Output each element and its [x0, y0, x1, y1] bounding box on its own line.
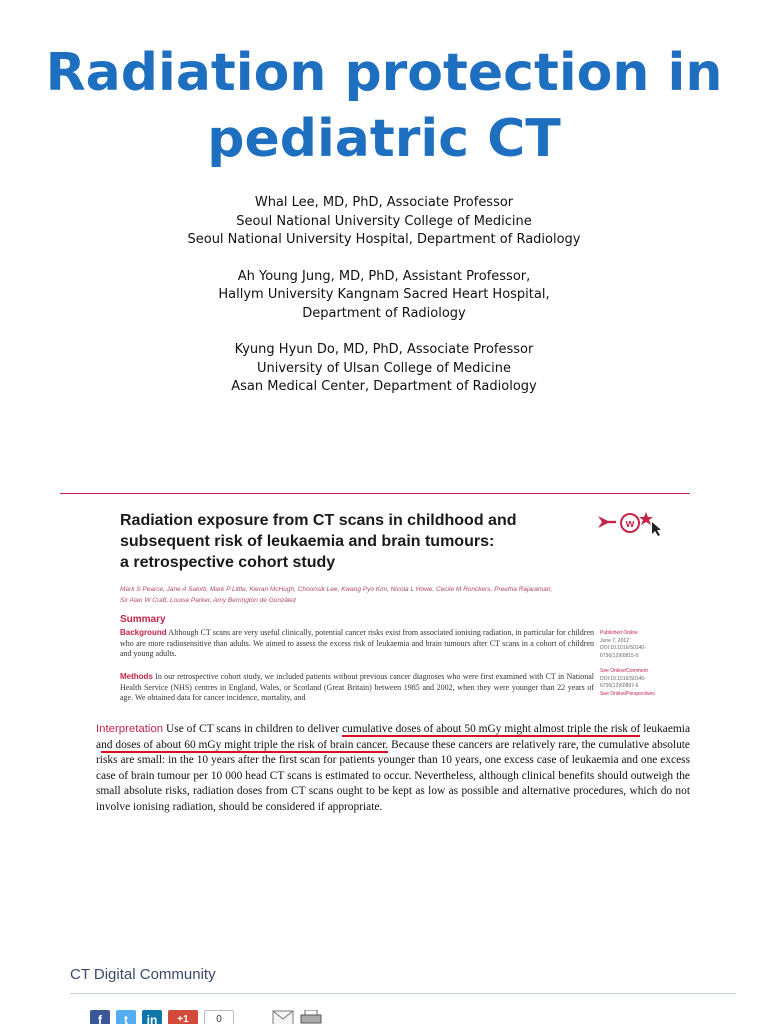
author-affiliation: Hallym University Kangnam Sacred Heart Hospital,	[218, 287, 550, 302]
slide-title-line-2: pediatric CT	[207, 109, 561, 169]
article-title	[120, 510, 550, 573]
author-affiliation: Department of Radiology	[302, 305, 466, 321]
print-icon[interactable]	[300, 1010, 322, 1024]
highlighted-finding-leukaemia: cumulative doses of about 50 mGy might almost triple the risk of	[342, 723, 641, 735]
author-affiliation: Seoul National University Hospital, Department of Radiology	[187, 232, 581, 247]
interpretation-text: Use of CT scans in children to deliver	[166, 723, 343, 735]
google-plus-button[interactable]: +1	[168, 1010, 198, 1024]
article-authors-line: Mark S Pearce, Jane A Salotti, Mark P Little, Kieran McHugh, Choonsik Lee, Kwang Pyo Kim, Nicola L Howe, Cecile M Ronckers, Preetha Rajaraman,	[120, 586, 553, 593]
journal-logo-icon	[596, 508, 666, 536]
author-name: Ah Young Jung, MD, PhD, Assistant Professor,	[237, 268, 531, 284]
author-block-do	[0, 341, 768, 397]
interpretation-text: Because these cancers are relatively rare, the cumulative absolute risks are small: in the 10 years after the first scan for patients younger than 10 years, one excess case of leukaemia and one excess case of brain tumour per 10 000 head CT scans is estimated to occur. Nevertheless, although clinical benefits should outweigh the small absolute risks, radiation doses from CT scans ought to be kept as low as possible and alternative procedures, which do not involve ionising radiation, should be considered if appropriate.	[96, 738, 690, 813]
email-icon[interactable]	[272, 1010, 294, 1024]
publication-note-heading: Published Online	[600, 630, 638, 636]
slide-title	[0, 40, 768, 172]
publication-doi: 6736(12)60815-0	[600, 652, 639, 659]
article-title-line: subsequent risk of leukaemia and brain tumours:	[120, 533, 495, 550]
highlighted-finding-brain-cancer: nd doses of about 60 mGy might triple the risk of brain cancer.	[101, 738, 389, 751]
perspectives-link: See Online/Perspectives	[600, 690, 655, 697]
methods-label: Methods	[120, 672, 153, 681]
publication-date: June 7, 2012	[600, 637, 629, 644]
author-block-lee	[0, 194, 768, 250]
interpretation-label: Interpretation	[96, 723, 164, 735]
author-affiliation: University of Ulsan College of Medicine	[257, 360, 511, 376]
svg-text:w: w	[625, 518, 635, 530]
footer-divider	[70, 993, 736, 994]
author-affiliation: Seoul National University College of Medicine	[236, 213, 532, 229]
summary-heading: Summary	[120, 614, 166, 625]
methods-text: In our retrospective cohort study, we included patients without previous cancer diagnoses who were first examined with CT in National Health Service (NHS) centres in England, Wales, or Scotland (Great Britain) between 1985 and 2002, when they were younger than 22 years of age. We obtained data for cancer incidence, mortality, and	[120, 672, 595, 702]
background-text: Although CT scans are very useful clinically, potential cancer risks exist from associated ionising radiation, in particular for children who are more radiosensitive than adults. We aimed to assess the excess risk of leukaemia and brain tumours after CT scans in a cohort of children and young adults.	[120, 628, 594, 658]
article-authors-line: Sir Alan W Craft, Louise Parker, Amy Berrington de González	[120, 597, 297, 604]
publication-doi: DOI:10.1016/S0140-	[600, 645, 646, 651]
comment-note	[600, 668, 700, 698]
facebook-share-button[interactable]: f	[90, 1010, 110, 1024]
social-share-bar	[90, 1010, 234, 1024]
article-title-line: a retrospective cohort study	[120, 554, 336, 571]
interpretation-text: leukaemia a	[96, 723, 690, 751]
comment-doi: DOI:10.1016/S0140-	[600, 675, 646, 682]
methods-section	[120, 672, 594, 704]
author-name: Whal Lee, MD, PhD, Associate Professor	[254, 195, 514, 210]
interpretation-paragraph	[96, 722, 690, 815]
linkedin-share-button[interactable]: in	[142, 1010, 162, 1024]
background-section	[120, 628, 594, 660]
article-top-rule	[60, 493, 690, 494]
article-title-line: Radiation exposure from CT scans in childhood and	[120, 512, 517, 529]
background-label: Background	[120, 628, 167, 637]
community-label[interactable]: CT Digital Community	[70, 966, 216, 983]
author-affiliation: Asan Medical Center, Department of Radiology	[231, 379, 537, 394]
author-list	[0, 194, 768, 415]
author-name: Kyung Hyun Do, MD, PhD, Associate Professor	[234, 342, 534, 357]
slide-title-line-1: Radiation protection in	[45, 43, 723, 103]
comment-note-heading: See Online/Comment	[600, 668, 648, 674]
utility-icons	[272, 1010, 322, 1024]
twitter-share-button[interactable]: t	[116, 1010, 136, 1024]
author-block-jung	[0, 268, 768, 324]
comment-doi: 6736(12)60897-6	[600, 683, 639, 689]
share-count: 0	[204, 1010, 234, 1024]
publication-note	[600, 630, 700, 660]
article-authors	[120, 584, 600, 606]
